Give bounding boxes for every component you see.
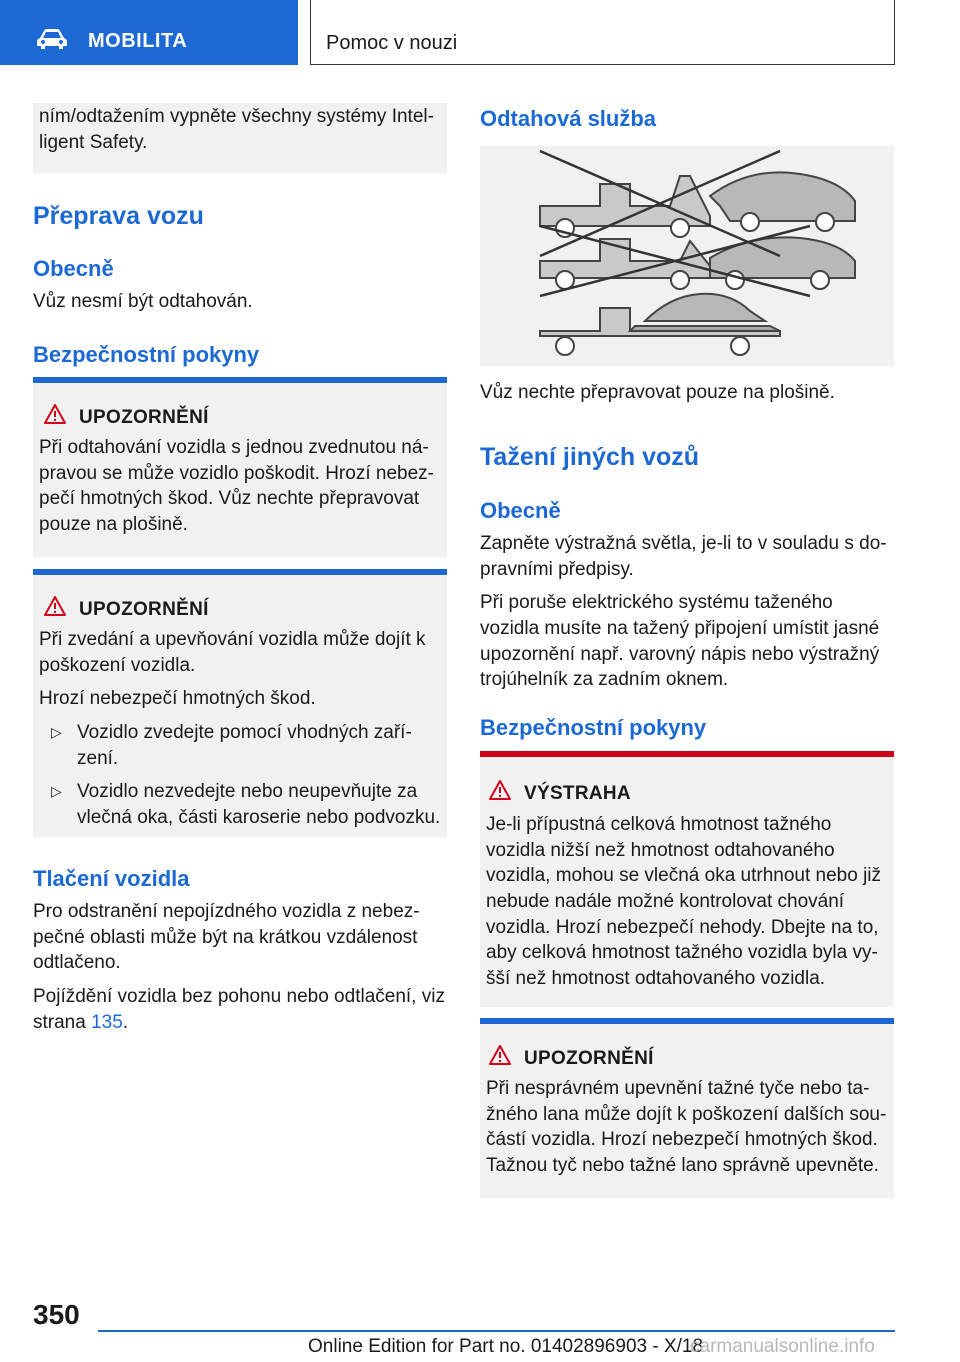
page-number: 350 [33, 1299, 80, 1330]
warning-triangle-icon [43, 595, 67, 617]
push-line: pečné oblasti může být na krátkou vzdálenost [33, 926, 418, 948]
warning-line: žného lana může dojít k poškození dalších sou- [486, 1103, 887, 1125]
warning-box-right-1 [480, 757, 894, 1007]
warning-line: vozidla. Hrozí nebezpečí nehody. Dbejte na to, [486, 916, 879, 938]
towing-heading: Tažení jiných vozů [480, 443, 700, 471]
list-item-line: Vozidlo zvedejte pomocí vhodných zaří- [77, 721, 412, 743]
defect-line: upozornění např. varovný nápis nebo výstražný [480, 643, 880, 665]
page-link[interactable]: 135 [91, 1011, 123, 1033]
warning-line: vozidla nižší než hmotnost odtahovaného [486, 839, 835, 861]
push-paragraph [33, 899, 447, 1035]
roll-reference [33, 1010, 447, 1036]
warning-box-left-1 [33, 383, 447, 557]
defect-line: trojúhelník za zadním oknem. [480, 669, 729, 691]
roll-line: Pojíždění vozidla bez pohonu nebo odtlačení, viz [33, 985, 445, 1007]
warning-line: Při nesprávném upevnění tažné tyče nebo ta- [486, 1078, 870, 1099]
edition-text: Online Edition for Part no. 01402896903 - X/18 [308, 1336, 704, 1357]
roll-prefix: strana [33, 1011, 86, 1033]
illustration-caption: Vůz nechte přepravovat pouze na plošině. [480, 382, 835, 403]
header-underline [310, 64, 895, 65]
header-divider-right [894, 0, 895, 65]
push-line: odtlačeno. [33, 952, 121, 974]
list-item [39, 779, 443, 830]
warning-triangle-icon [488, 1044, 512, 1066]
watermark: carmanualsonline.info [690, 1336, 875, 1357]
warning-body [39, 627, 443, 830]
warning-line: pravou se může vozidlo poškodit. Hrozí nebez- [39, 462, 434, 484]
warning-line: nebude nadále možné kontrolovat chování [486, 890, 845, 912]
list-item-line: zení. [77, 747, 119, 769]
warning-triangle-icon [488, 779, 512, 801]
safety-heading-left: Bezpečnostní pokyny [33, 342, 260, 367]
warning-line: poškození vozidla. [39, 654, 196, 676]
footer-rule [98, 1330, 895, 1332]
list-item-line: vlečná oka, části karoserie nebo podvozku. [77, 806, 441, 828]
warning-line: Při odtahování vozidla s jednou zvednutou ná- [39, 437, 429, 458]
warning-title: UPOZORNĚNÍ [79, 599, 209, 620]
general-text-left: Vůz nesmí být odtahován. [33, 291, 253, 312]
warning-line: Tažnou tyč nebo tažné lano správně upevněte. [486, 1154, 879, 1176]
header-divider [310, 0, 311, 65]
safety-heading-right: Bezpečnostní pokyny [480, 715, 707, 740]
general-heading-left: Obecně [33, 256, 114, 281]
warning-line: Je-li přípustná celková hmotnost tažného [486, 814, 832, 835]
warning-title: UPOZORNĚNÍ [79, 407, 209, 428]
push-line: Pro odstranění nepojízdného vozidla z nebez- [33, 901, 420, 922]
chapter-title: Pomoc v nouzi [326, 32, 458, 54]
general-heading-right: Obecně [480, 498, 561, 523]
push-heading: Tlačení vozidla [33, 866, 190, 891]
warning-title: VÝSTRAHA [524, 783, 631, 804]
warning-line: pouze na plošině. [39, 513, 188, 535]
intro-box-text: ním/odtažením vypněte všechny systémy Intel-ligent Safety. [39, 106, 434, 153]
warning-body [486, 1076, 890, 1179]
warning-title: UPOZORNĚNÍ [524, 1048, 654, 1069]
warning-line: pečí hmotných škod. Vůz nechte přepravovat [39, 488, 420, 510]
transport-heading: Přeprava vozu [33, 202, 204, 230]
tow-service-heading: Odtahová služba [480, 106, 657, 131]
tow-truck-illustration [480, 146, 894, 366]
list-item [39, 720, 443, 771]
warning-line: Hrozí nebezpečí hmotných škod. [39, 688, 316, 710]
warning-triangle-icon [43, 403, 67, 425]
warning-box-left-2 [33, 575, 447, 837]
warning-body [486, 812, 890, 991]
defect-line: vozidla musíte na tažený připojení umístit jasné [480, 617, 880, 639]
warning-line: vozidla, mohou se vlečná oka utrhnout nebo již [486, 865, 882, 887]
header-section-label: MOBILITA [88, 30, 188, 52]
intro-box [33, 103, 447, 173]
warning-line: šší než hmotnost odtahovaného vozidla. [486, 967, 826, 989]
warning-box-right-2 [480, 1024, 894, 1198]
warning-line: Při zvedání a upevňování vozidla může dojít k [39, 629, 426, 650]
warning-body [39, 435, 443, 538]
warning-line: částí vozidla. Hrozí nebezpečí hmotných škod. [486, 1129, 878, 1151]
list-item-line: Vozidlo nezvedejte nebo neupevňujte za [77, 781, 418, 803]
triangle-bullet-icon: ▷ [51, 723, 62, 740]
warning-line: aby celková hmotnost tažného vozidla byla vy- [486, 942, 878, 964]
defect-line: Při poruše elektrického systému taženého [480, 592, 833, 614]
general-line: pravními předpisy. [480, 558, 634, 580]
general-paragraph-right [480, 531, 894, 693]
car-icon [36, 28, 68, 50]
triangle-bullet-icon: ▷ [51, 783, 62, 800]
roll-suffix: . [122, 1011, 129, 1033]
general-line: Zapněte výstražná světla, je-li to v souladu s do- [480, 533, 887, 554]
tow-illustration [480, 146, 894, 366]
